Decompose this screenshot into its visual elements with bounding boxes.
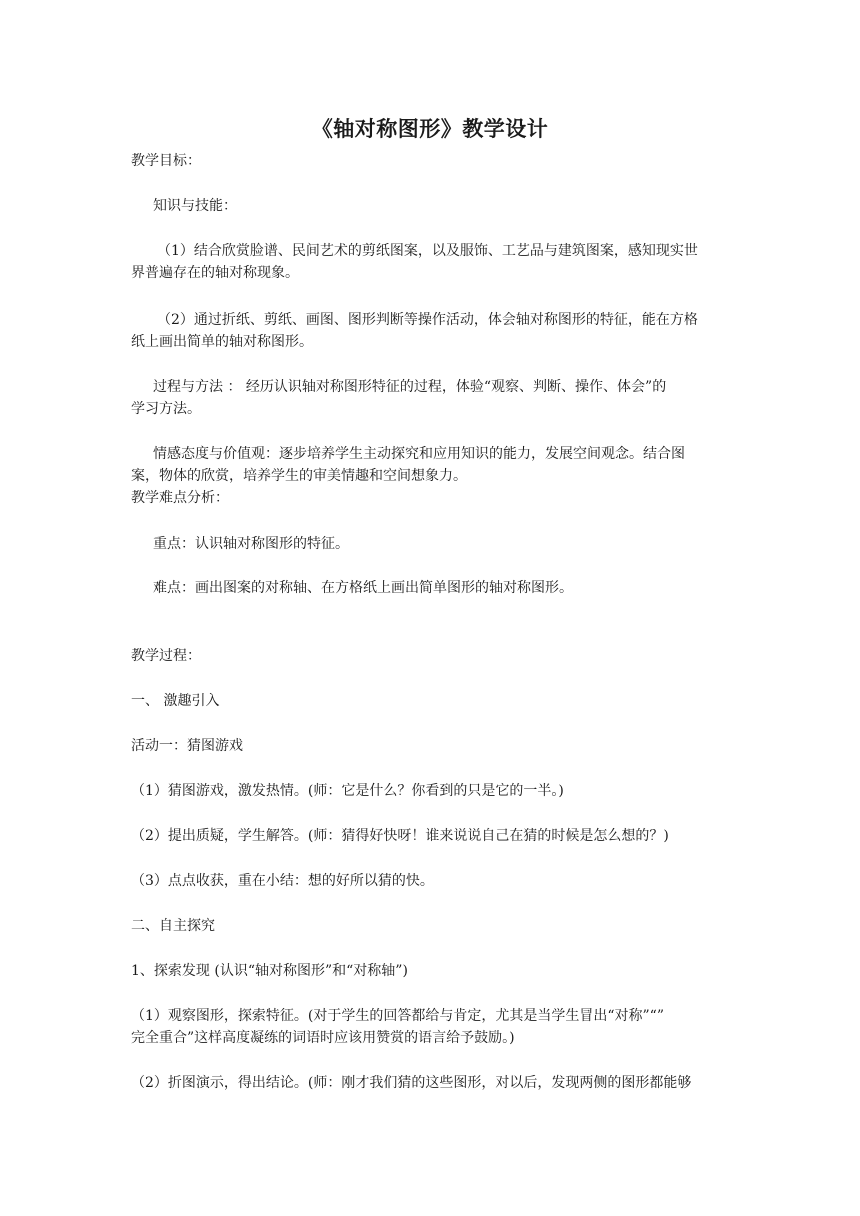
emotion-values (131, 443, 731, 487)
knowledge-item-2 (131, 309, 731, 353)
explore-1-item-2: （2）折图演示，得出结论。(师：刚才我们猜的这些图形，对以后，发现两侧的图形都能够 (131, 1075, 692, 1091)
knowledge-item-1-line2: 界普遍存在的轴对称现象。 (131, 265, 299, 281)
difficult-point: 难点：画出图案的对称轴、在方格纸上画出简单图形的轴对称图形。 (153, 580, 573, 596)
knowledge-item-1 (131, 240, 731, 284)
activity-1-item-2: （2）提出质疑，学生解答。(师：猜得好快呀！谁来说说自己在猜的时候是怎么想的？) (131, 828, 669, 844)
knowledge-item-2-line1: （2）通过折纸、剪纸、画图、图形判断等操作活动，体会轴对称图形的特征，能在方格 (157, 312, 698, 328)
activity-1-item-3: （3）点点收获，重在小结：想的好所以猜的快。 (131, 873, 434, 889)
objectives-heading: 教学目标： (131, 153, 201, 169)
knowledge-item-1-line1: （1）结合欣赏脸谱、民间艺术的剪纸图案，以及服饰、工艺品与建筑图案，感知现实世 (157, 243, 698, 259)
explore-1-heading: 1、探索发现 (认识“轴对称图形”和“对称轴”) (131, 963, 408, 979)
section-2-heading: 二、自主探究 (131, 918, 215, 934)
activity-1-item-1: （1）猜图游戏，激发热情。(师：它是什么？你看到的只是它的一半。) (131, 783, 564, 799)
process-heading: 教学过程： (131, 648, 201, 664)
explore-1-item-1-line1: （1）观察图形，探索特征。(对于学生的回答都给与肯定，尤其是当学生冒出“对称”“” (131, 1008, 664, 1024)
process-method-line2: 学习方法。 (131, 401, 201, 417)
knowledge-heading: 知识与技能： (153, 198, 237, 214)
section-1-heading: 一、 激趣引入 (131, 693, 220, 709)
page-title: 《轴对称图形》教学设计 (311, 117, 549, 141)
explore-1-item-1 (131, 1005, 731, 1049)
difficulty-heading: 教学难点分析： (131, 490, 229, 506)
explore-1-item-1-line2: 完全重合”这样高度凝练的词语时应该用赞赏的语言给予鼓励。) (131, 1030, 515, 1046)
knowledge-item-2-line2: 纸上画出简单的轴对称图形。 (131, 334, 313, 350)
activity-1-heading: 活动一：猜图游戏 (131, 738, 243, 754)
emotion-values-line1: 情感态度与价值观：逐步培养学生主动探究和应用知识的能力，发展空间观念。结合图 (153, 446, 685, 462)
process-method-line1: 过程与方法 ： 经历认识轴对称图形特征的过程，体验“观察、判断、操作、体会”的 (153, 379, 667, 395)
key-point: 重点：认识轴对称图形的特征。 (153, 536, 349, 552)
process-method (131, 376, 731, 420)
emotion-values-line2: 案，物体的欣赏，培养学生的审美情趣和空间想象力。 (131, 468, 467, 484)
